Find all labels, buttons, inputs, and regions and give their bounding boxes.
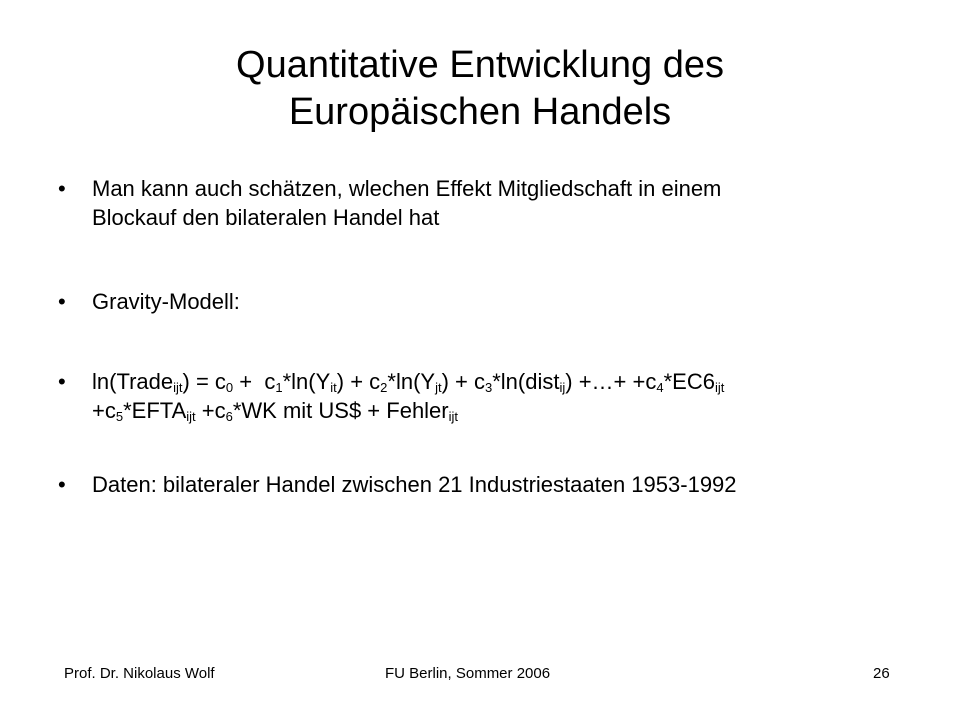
bullet-text: Gravity-Modell: [92, 289, 240, 314]
title-line-1: Quantitative Entwicklung des [236, 44, 724, 86]
formula-part: ln(Trade [92, 369, 174, 394]
bullet-marker: • [58, 289, 66, 314]
formula-subscript: 4 [656, 380, 664, 395]
formula-subscript: ijt [186, 409, 196, 424]
formula-part: *ln(dist [492, 369, 560, 394]
formula-subscript: jt [435, 380, 442, 395]
title-line-2: Europäischen Handels [288, 91, 672, 133]
formula-line-2 [92, 396, 892, 425]
footer-author: Prof. Dr. Nikolaus Wolf [64, 665, 215, 682]
formula-subscript: ijt [714, 380, 725, 395]
formula-part: ) + c [441, 369, 485, 394]
formula-part: *EFTA [123, 398, 187, 423]
bullet-item-estimate [58, 174, 898, 232]
slide-title [80, 42, 880, 136]
formula-part: *ln(Y [387, 369, 436, 394]
bullet-marker: • [58, 369, 66, 394]
formula-part: + c [233, 369, 276, 394]
bullet-item-formula [58, 367, 898, 425]
bullet-item-gravity-model [58, 287, 898, 316]
formula-part: ) = c [182, 369, 226, 394]
bullet-marker: • [58, 472, 66, 497]
formula-subscript: 5 [115, 409, 124, 424]
bullet-text [92, 174, 892, 232]
bullet-item-data [58, 470, 898, 499]
formula-part: *ln(Y [282, 369, 331, 394]
formula-part: ) + c [336, 369, 381, 394]
formula-line-1 [92, 367, 892, 396]
formula-subscript: ijt [448, 409, 459, 424]
formula-subscript: 3 [484, 380, 493, 395]
bullet-marker: • [58, 176, 66, 201]
formula-part: +c [92, 398, 116, 423]
bullet-text-line-2: Blockauf den bilateralen Handel hat [92, 205, 440, 230]
formula-part: ) +…+ +c [565, 369, 657, 394]
footer-page-number: 26 [873, 665, 890, 682]
footer-institution: FU Berlin, Sommer 2006 [385, 665, 551, 682]
bullet-text-line-1: Man kann auch schätzen, wlechen Effekt Mitgliedschaft in einem [92, 176, 722, 201]
gravity-formula [92, 367, 892, 425]
formula-part: +c [195, 398, 226, 423]
formula-subscript: 0 [225, 380, 234, 395]
bullet-text: Daten: bilateraler Handel zwischen 21 Industriestaaten 1953-1992 [92, 472, 737, 497]
formula-subscript: it [330, 380, 337, 395]
formula-subscript: 6 [225, 409, 233, 424]
formula-subscript: ij [559, 380, 566, 395]
formula-subscript: ijt [173, 380, 183, 395]
formula-part: *EC6 [663, 369, 715, 394]
formula-subscript: 1 [275, 380, 283, 395]
formula-part: *WK mit US$ + Fehler [232, 398, 449, 423]
formula-subscript: 2 [380, 380, 388, 395]
